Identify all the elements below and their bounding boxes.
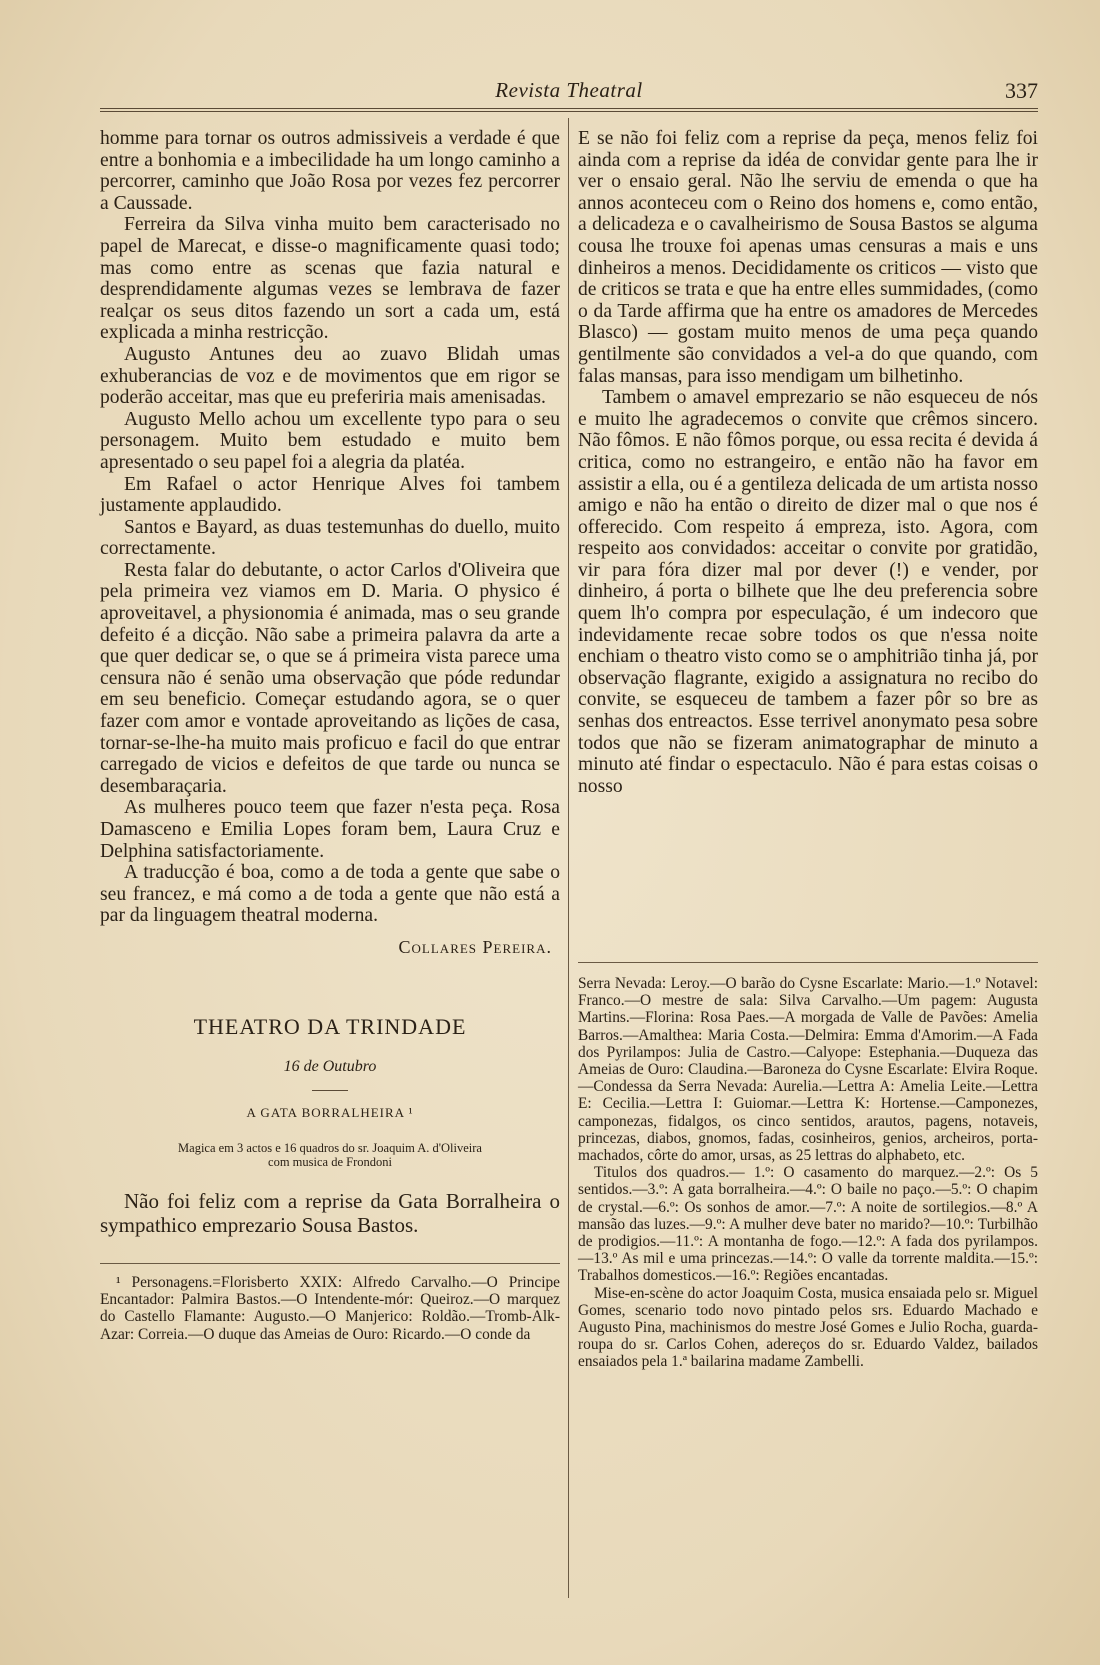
paragraph: E se não foi feliz com a reprise da peça, menos feliz foi ainda com a reprise da idéa de convidar gente para lhe ir ver o ensaio geral. Não lhe serviu de emenda o que ha annos aconteceu com o Reino dos homens e, como então, a delicadeza e o cavalheirismo de Sousa Bastos se alguma cousa lhe trouxe foi apenas umas censuras a mais e uns dinheiros a menos. Decididamente os criticos — visto que de criticos se trata e que ha entre elles summidades, (como o da Tarde affirma que ha entre os amadores de Mercedes Blasco) — gostam muito menos de uma peça quando gentilmente são convidados a vel-a do que quando, com falas mansas, para isso mendigam um bilhetinho. [578, 128, 1038, 387]
footnote: ¹ Personagens.=Florisberto XXIX: Alfredo Carvalho.—O Principe Encantador: Palmira Bastos.—O Intendente-mór: Queiroz.—O marquez do Castello Flamante: Augusto.—O Manjerico: Roldão.—Tromb-Alk-Azar: Correia.—O duque das Ameias de Ouro: Ricardo.—O conde da [100, 1273, 560, 1343]
paragraph: Augusto Mello achou um excellente typo para o seu personagem. Muito bem estudado e muito bem apresentado o seu papel foi a alegria da platéa. [100, 408, 560, 473]
paragraph: A traducção é boa, como a de toda a gente que sabe o seu francez, e má como a de toda a gente que não está a par da linguagem theatral moderna. [100, 862, 560, 927]
paragraph: Resta falar do debutante, o actor Carlos d'Oliveira que pela primeira vez viamos em D. Maria. O physico é aproveitavel, a physionomia é animada, mas o seu grande defeito é a dicção. Não sabe a primeira palavra da arte a que quer dedicar se, o que se á primeira vista parece uma censura não é senão uma observação que póde redundar em seu beneficio. Começar estudando agora, se o quer fazer com amor e vontade aproveitando as lições de casa, tornar-se-lhe-ha muito mais proficuo e facil do que entrar carregado de vicios e defeitos de que tarde ou nunca se desembaraçaria. [100, 559, 560, 797]
header-rule-double [100, 111, 1038, 112]
left-column [100, 128, 560, 1343]
play-subtitle-line: com musica de Frondoni [268, 1154, 392, 1169]
paragraph: homme para tornar os outros admissiveis a verdade é que entre a bonhomia e a imbecilidade ha um longo caminho a percorrer, caminho que João Rosa por vezes fez percorrer a Caussade. [100, 128, 560, 214]
footnote-rule [100, 1263, 560, 1264]
section-date: 16 de Outubro [283, 1057, 377, 1075]
play-subtitle-line: Magica em 3 actos e 16 quadros do sr. Joaquim A. d'Oliveira [178, 1140, 482, 1155]
play-subtitle [100, 1141, 560, 1169]
header-rule [100, 108, 1038, 109]
page-number: 337 [1005, 78, 1038, 103]
paragraph: Em Rafael o actor Henrique Alves foi tambem justamente applaudido. [100, 473, 560, 517]
short-rule [312, 1090, 348, 1091]
journal-title: Revista Theatral [495, 78, 643, 102]
column-divider [568, 118, 569, 1598]
footnote-mise-en-scene: Mise-en-scène do actor Joaquim Costa, musica ensaiada pelo sr. Miguel Gomes, scenario todo novo pintado pelos srs. Eduardo Machado e Augusto Pina, machinismos do mestre José Gomes e Julio Rocha, guarda-roupa do sr. Carlos Cohen, adereços do sr. Eduardo Valdez, bailados ensaiados pela 1.ª bailarina madame Zambelli. [578, 1284, 1038, 1371]
paragraph: Tambem o amavel emprezario se não esqueceu de nós e muito lhe agradecemos o convite que crêmos sincero. Não fômos. E não fômos porque, ou essa recita é devida á critica, como no estrangeiro, e então não ha favor em assistir a ella, ou é a gentileza delicada de um artista nosso amigo e não ha então o direito de dizer mal o que nos é offerecido. Com respeito á empreza, isto. Agora, com respeito aos convidados: acceitar o convite por gratidão, vir para fóra dizer mal por dever (!) e vender, por dinheiro, á porta o bilhete que lhe deu preferencia sobre quem lh'o compra por especulação, é um indecoro que indevidamente recae sobre todos os que n'essa noite enchiam o theatro visto como se o amphitrião tinha já, por observação flagrante, exigido a assignatura no recibo do convite, se esqueceu de tambem a fazer pôr so bre as senhas dos entreactos. Esse terrivel anonymato pesa sobre todos que não se fizeram animatographar de minuto a minuto até findar o espectaculo. Não é para estas coisas o nosso [578, 387, 1038, 797]
paragraph: Ferreira da Silva vinha muito bem caracterisado no papel de Marecat, e disse-o magnificamente quasi todo; mas como entre as scenas que fazia natural e desprendidamente algumas vezes se lembrava de fazer realçar os seus ditos fazendo un sort a cada um, está explicada a minha restricção. [100, 214, 560, 344]
paragraph: Augusto Antunes deu ao zuavo Blidah umas exhuberancias de voz e de movimentos que em rigor se poderão acceitar, mas que eu preferiria mais amenisadas. [100, 343, 560, 409]
section-title: THEATRO DA TRINDADE [193, 1013, 467, 1039]
paragraph: As mulheres pouco teem que fazer n'esta peça. Rosa Damasceno e Emilia Lopes foram bem, Laura Cruz e Delphina satisfactoriamente. [100, 797, 560, 862]
footnote-titles: Titulos dos quadros.— 1.º: O casamento do marquez.—2.º: Os 5 sentidos.—3.º: A gata borralheira.—4.º: O baile no paço.—5.º: O chapim de crystal.—6.º: Os sonhos de amor.—7.º: A noite de sortilegios.—8.º A mansão das luzes.—9.º: A mulher deve bater no marido?—10.º: Turbilhão de prodigios.—11.º: A montanha de fogo.—12.º: A fada dos pyrilampos.—13.º As mil e uma princezas.—14.º: O valle da torrente maldita.—15.º: Trabalhos domesticos.—16.º: Regiões encantadas. [578, 1164, 1038, 1285]
running-header [100, 78, 1038, 108]
paragraph: Santos e Bayard, as duas testemunhas do duello, muito correctamente. [100, 516, 560, 560]
footnote-rule [578, 962, 1038, 963]
footnote-continuation: Serra Nevada: Leroy.—O barão do Cysne Escarlate: Mario.—1.º Notavel: Franco.—O mestre de sala: Silva Carvalho.—Um pagem: Augusta Martins.—Florina: Rosa Paes.—A morgada de Valle de Pavões: Amelia Barros.—Amalthea: Maria Costa.—Delmira: Emma d'Amorim.—A Fada dos Pyrilampos: Julia de Castro.—Calyope: Estephania.—Duqueza das Ameias de Ouro: Claudina.—Baroneza do Cysne Escarlate: Elvira Roque.—Condessa da Serra Nevada: Aurelia.—Lettra A: Amelia Leite.—Lettra E: Cecilia.—Lettra I: Guiomar.—Lettra K: Hortense.—Camponezes, camponezas, fidalgos, os cinco sentidos, arautos, pagens, notaveis, princezas, diabos, gnomos, fadas, cosinheiros, genios, archeiros, porta-machados, côrte do amor, ursas, as 25 lettras do alphabeto, etc. [578, 975, 1038, 1165]
right-column [578, 128, 1038, 1371]
lead-paragraph: Não foi feliz com a reprise da Gata Borralheira o sympathico emprezario Sousa Bastos. [100, 1188, 560, 1237]
right-main-text [578, 128, 1038, 948]
play-title: A GATA BORRALHEIRA ¹ [246, 1104, 414, 1120]
author-signature: Collares Pereira. [398, 936, 552, 957]
